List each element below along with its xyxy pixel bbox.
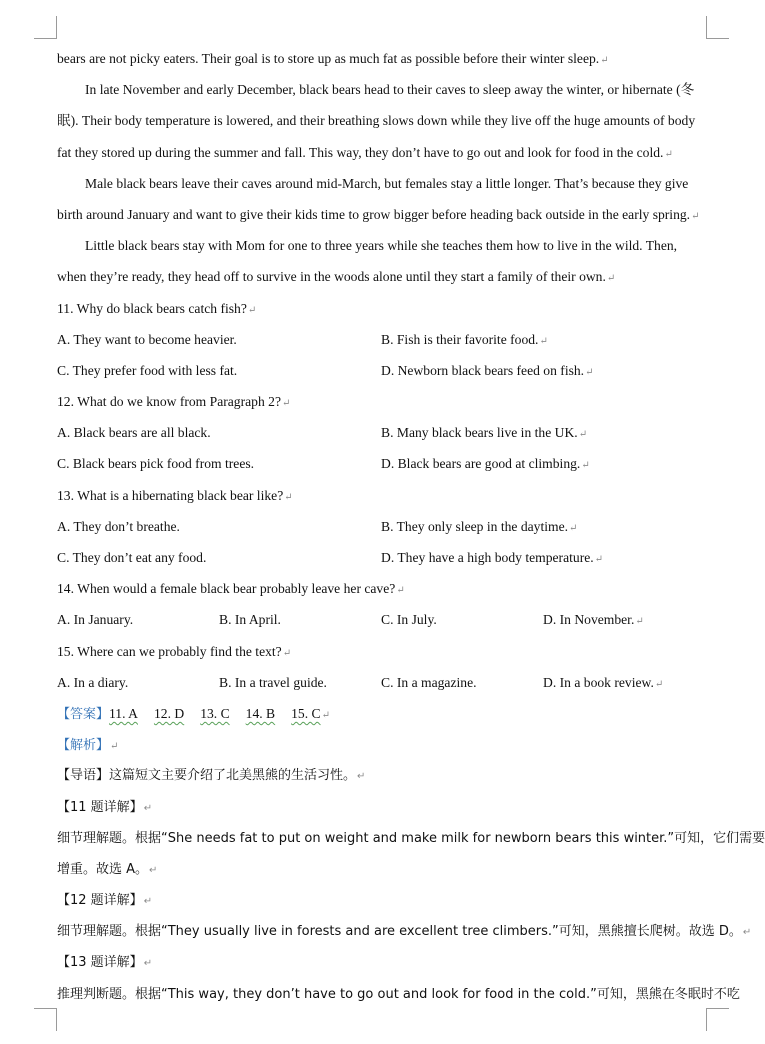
detail-line: 细节理解题。根据“They usually live in forests and are excellent tree climbers.”可知，黑熊擅长爬树。故选 D。↵: [57, 924, 752, 940]
detail-heading: 【11 题详解】↵: [57, 799, 153, 815]
passage-line: birth around January and want to give their kids time to grow bigger before heading back outside in the early spring.↵: [57, 206, 700, 222]
detail-line: 增重。故选 A。↵: [57, 861, 158, 877]
paragraph-mark-icon: ↵: [578, 429, 588, 441]
paragraph-mark-icon: ↵: [606, 273, 616, 285]
detail-line: 细节理解题。根据“She needs fat to put on weight and make milk for newborn bears this winter.”可知，它们需要: [57, 830, 765, 846]
crop-mark-top-left: [34, 16, 57, 39]
detail-line: 推理判断题。根据“This way, they don’t have to go out and look for food in the cold.”可知，黑熊在冬眠时不吃: [57, 986, 740, 1002]
option-text: B. In a travel guide.: [219, 674, 327, 690]
crop-mark-bottom-right: [706, 1008, 729, 1031]
paragraph-mark-icon: ↵: [635, 616, 644, 628]
answer-label: 【答案】: [57, 706, 110, 722]
passage-line: In late November and early December, black bears head to their caves to sleep away the winter, or hibernate (冬: [85, 82, 695, 98]
option-text: C. They prefer food with less fat.: [57, 362, 238, 378]
question-stem: 13. What is a hibernating black bear like?↵: [57, 487, 293, 503]
paragraph-mark-icon: ↵: [149, 864, 158, 876]
paragraph-mark-icon: ↵: [600, 55, 609, 66]
passage-line: fat they stored up during the summer and fall. This way, they don’t have to go out and look for food in the cold.↵: [57, 144, 673, 160]
option-text: A. In a diary.: [57, 674, 129, 690]
paragraph-mark-icon: ↵: [110, 741, 119, 753]
option-text: C. Black bears pick food from trees.: [57, 456, 255, 472]
answer-item: 14. B: [245, 705, 276, 721]
paragraph-mark-icon: ↵: [585, 366, 594, 378]
answer-item: 13. C: [200, 705, 230, 721]
options-row: [57, 417, 717, 448]
options-row: [57, 355, 717, 386]
option-text: B. They only sleep in the daytime.↵: [381, 518, 578, 534]
option-text: D. In a book review.↵: [543, 674, 664, 690]
paragraph-mark-icon: ↵: [742, 927, 752, 939]
paragraph-mark-icon: ↵: [357, 771, 366, 783]
paragraph-mark-icon: ↵: [396, 585, 405, 597]
crop-mark-bottom-left: [34, 1008, 57, 1031]
paragraph-mark-icon: ↵: [581, 460, 590, 472]
passage-line: Male black bears leave their caves around mid-March, but females stay a little longer. That’s because they give: [85, 175, 689, 191]
option-text: A. In January.: [57, 612, 134, 628]
paragraph-mark-icon: ↵: [664, 148, 673, 160]
passage-line: 眠). Their body temperature is lowered, and their breathing slows down while they live off the huge amounts of body: [57, 113, 696, 129]
analysis-label: 【解析】: [57, 738, 110, 754]
option-text: B. Many black bears live in the UK.↵: [381, 425, 588, 441]
options-row: [57, 542, 717, 573]
passage-line: bears are not picky eaters. Their goal is to store up as much fat as possible before their winter sleep.↵: [57, 51, 609, 66]
passage-line: when they’re ready, they head off to survive in the woods alone until they start a family of their own.↵: [57, 269, 616, 285]
options-row: [57, 604, 717, 635]
paragraph-mark-icon: ↵: [284, 491, 293, 503]
option-text: B. Fish is their favorite food.↵: [381, 331, 548, 347]
passage-line: Little black bears stay with Mom for one to three years while she teaches them how to live in the wild. Then,: [85, 238, 678, 254]
paragraph-mark-icon: ↵: [539, 335, 548, 347]
guide-line: 【导语】这篇短文主要介绍了北美黑熊的生活习性。↵: [57, 768, 366, 784]
paragraph-mark-icon: ↵: [247, 304, 257, 316]
paragraph-mark-icon: ↵: [143, 958, 153, 970]
detail-heading: 【12 题详解】↵: [57, 893, 153, 909]
document-body: [57, 43, 765, 1010]
question-stem: 14. When would a female black bear probably leave her cave?↵: [57, 581, 405, 597]
paragraph-mark-icon: ↵: [654, 678, 664, 690]
question-stem: 15. Where can we probably find the text?↵: [57, 643, 292, 659]
option-text: D. Black bears are good at climbing.↵: [381, 456, 590, 472]
options-row: [57, 667, 717, 698]
paragraph-mark-icon: ↵: [282, 398, 291, 410]
paragraph-mark-icon: ↵: [321, 709, 330, 721]
option-text: B. In April.: [219, 612, 281, 628]
answer-item: 15. C: [291, 705, 321, 721]
option-text: C. They don’t eat any food.: [57, 550, 207, 565]
crop-mark-top-right: [706, 16, 729, 39]
paragraph-mark-icon: ↵: [143, 896, 153, 908]
options-row: [57, 324, 717, 355]
question-stem: 12. What do we know from Paragraph 2?↵: [57, 394, 291, 410]
option-text: A. They don’t breathe.: [57, 518, 180, 534]
question-stem: 11. Why do black bears catch fish?↵: [57, 300, 257, 316]
options-row: [57, 448, 717, 479]
option-text: A. Black bears are all black.: [57, 425, 211, 441]
paragraph-mark-icon: ↵: [282, 647, 292, 659]
detail-heading: 【13 题详解】↵: [57, 955, 153, 971]
option-text: D. Newborn black bears feed on fish.↵: [381, 362, 594, 378]
option-text: C. In a magazine.: [381, 674, 477, 690]
option-text: A. They want to become heavier.: [57, 331, 237, 347]
answer-item: 12. D: [153, 705, 185, 721]
answer-line: [57, 698, 717, 729]
paragraph-mark-icon: ↵: [569, 522, 578, 534]
paragraph-mark-icon: ↵: [143, 802, 153, 814]
analysis-label-line: [57, 729, 717, 760]
options-row: [57, 511, 717, 542]
option-text: D. They have a high body temperature.↵: [381, 550, 604, 565]
answer-item: 11. A: [109, 705, 138, 721]
option-text: C. In July.: [381, 612, 437, 628]
paragraph-mark-icon: ↵: [594, 554, 604, 565]
option-text: D. In November.↵: [543, 612, 644, 628]
paragraph-mark-icon: ↵: [691, 210, 700, 222]
